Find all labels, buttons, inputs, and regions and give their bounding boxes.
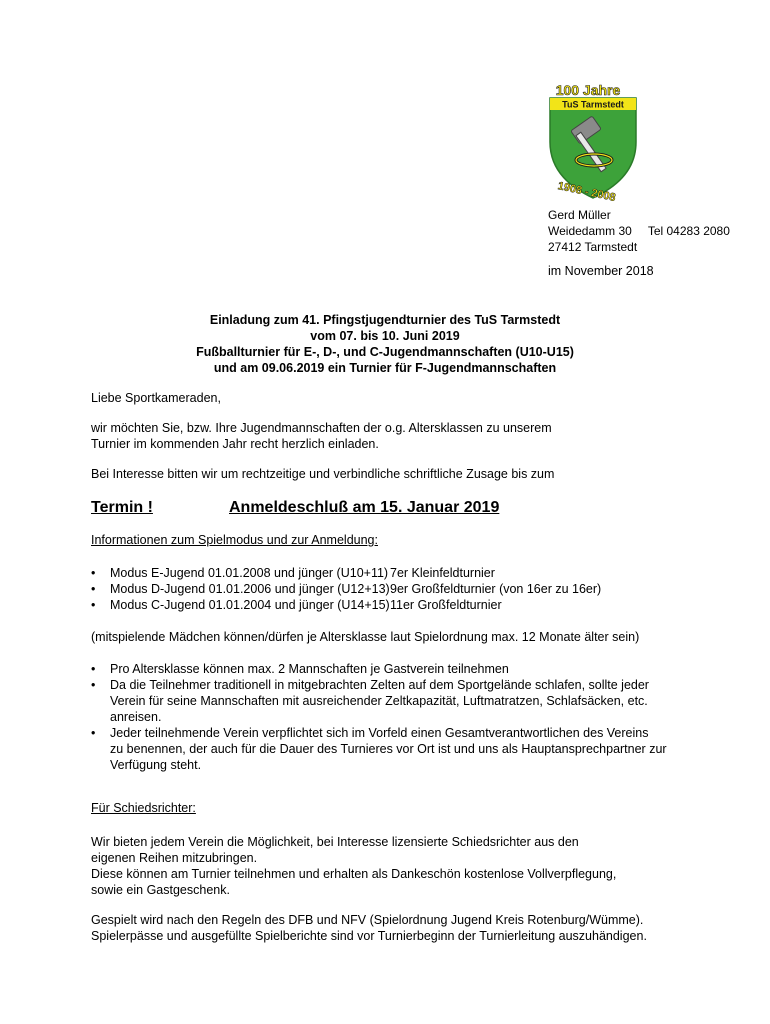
- rule-2-line-1: • Da die Teilnehmer traditionell in mitgebrachten Zelten auf dem Sportgelände schlafen, sollte jeder: [110, 678, 649, 692]
- deadline-row: [91, 498, 500, 518]
- logo-years: 1908 - 2008: [556, 180, 617, 205]
- termin-label: Termin !: [91, 499, 153, 516]
- sender-name: Gerd Müller: [548, 208, 611, 222]
- logo-club-text: TuS Tarmstedt: [562, 99, 624, 110]
- list-item: [91, 725, 711, 773]
- rule-3-line-1: • Jeder teilnehmende Verein verpflichtet sich im Vorfeld einen Gesamtverantwortlichen des Vereins: [110, 726, 649, 740]
- modus-list: [91, 565, 711, 613]
- rule-2-line-2: Verein für seine Mannschaften mit ausreichender Zeltkapazität, Luftmatratzen, Schlafsäcken, etc.: [110, 694, 648, 708]
- letter-date: im November 2018: [548, 264, 654, 278]
- headline-line-3: Fußballturnier für E-, D-, und C-Jugendmannschaften (U10-U15): [196, 345, 574, 359]
- rule-3-line-2: zu benennen, der auch für die Dauer des Turnieres vor Ort ist und uns als Hauptansprechpartner zur: [110, 742, 667, 756]
- headline-line-1: Einladung zum 41. Pfingstjugendturnier des TuS Tarmstedt: [209, 313, 561, 327]
- modus-format: 11er Großfeldturnier: [390, 598, 502, 612]
- info-heading: Informationen zum Spielmodus und zur Anmeldung:: [91, 533, 378, 547]
- sender-city: 27412 Tarmstedt: [548, 240, 638, 254]
- sender-street: Weidedamm 30: [548, 224, 632, 238]
- list-item: [91, 597, 711, 613]
- referee-line-4: sowie ein Gastgeschenk.: [91, 883, 230, 897]
- sender-address: [548, 207, 730, 255]
- rule-3-line-3: Verfügung steht.: [110, 758, 202, 772]
- referee-line-3: Diese können am Turnier teilnehmen und erhalten als Dankeschön kostenlose Vollverpflegung,: [91, 867, 617, 881]
- modus-format: 9er Großfeldturnier (von 16er zu 16er): [390, 582, 602, 596]
- closing-line-2: Spielerpässe und ausgefüllte Spielberichte sind vor Turnierbeginn der Turnierleitung auszuhändigen.: [91, 929, 647, 943]
- registration-deadline: Anmeldeschluß am 15. Januar 2019: [229, 499, 500, 516]
- rules-list: [91, 661, 711, 773]
- sender-phone: Tel 04283 2080: [647, 224, 730, 238]
- referee-heading: Für Schiedsrichter:: [91, 801, 196, 815]
- rule-1: • Pro Altersklasse können max. 2 Mannschaften je Gastverein teilnehmen: [110, 662, 509, 676]
- referee-line-2: eigenen Reihen mitzubringen.: [91, 851, 258, 865]
- club-logo: [528, 80, 648, 208]
- closing-line-1: Gespielt wird nach den Regeln des DFB und NFV (Spielordnung Jugend Kreis Rotenburg/Wümme).: [91, 913, 644, 927]
- logo-top-text: 100 Jahre: [555, 82, 621, 98]
- list-item: [91, 581, 711, 597]
- headline-line-4: und am 09.06.2019 ein Turnier für F-Jugendmannschaften: [213, 361, 557, 375]
- interest-line: Bei Interesse bitten wir um rechtzeitige und verbindliche schriftliche Zusage bis zum: [91, 467, 555, 481]
- modus-age: Modus D-Jugend 01.01.2006 und jünger (U12+13): [110, 582, 390, 596]
- club-crest-icon: [528, 80, 648, 208]
- rule-2-line-3: anreisen.: [110, 710, 162, 724]
- salutation: Liebe Sportkameraden,: [91, 391, 221, 405]
- intro-paragraph: [91, 420, 711, 452]
- list-item: [91, 565, 711, 581]
- intro-line-1: wir möchten Sie, bzw. Ihre Jugendmannschaften der o.g. Altersklassen zu unserem: [91, 421, 552, 435]
- list-item: [91, 661, 711, 677]
- girls-note: (mitspielende Mädchen können/dürfen je Altersklasse laut Spielordnung max. 12 Monate älter sein): [91, 630, 640, 644]
- list-item: [91, 677, 711, 725]
- headline-line-2: vom 07. bis 10. Juni 2019: [310, 329, 460, 343]
- invitation-headline: [0, 312, 770, 376]
- intro-line-2: Turnier im kommenden Jahr recht herzlich einladen.: [91, 437, 379, 451]
- modus-format: 7er Kleinfeldturnier: [390, 566, 495, 580]
- modus-age: Modus E-Jugend 01.01.2008 und jünger (U10+11): [110, 566, 389, 580]
- closing-paragraph: [91, 912, 731, 944]
- sender-street-line: [548, 223, 730, 239]
- referee-paragraph: [91, 834, 711, 898]
- referee-line-1: Wir bieten jedem Verein die Möglichkeit, bei Interesse lizensierte Schiedsrichter aus den: [91, 835, 579, 849]
- modus-age: Modus C-Jugend 01.01.2004 und jünger (U14+15): [110, 598, 390, 612]
